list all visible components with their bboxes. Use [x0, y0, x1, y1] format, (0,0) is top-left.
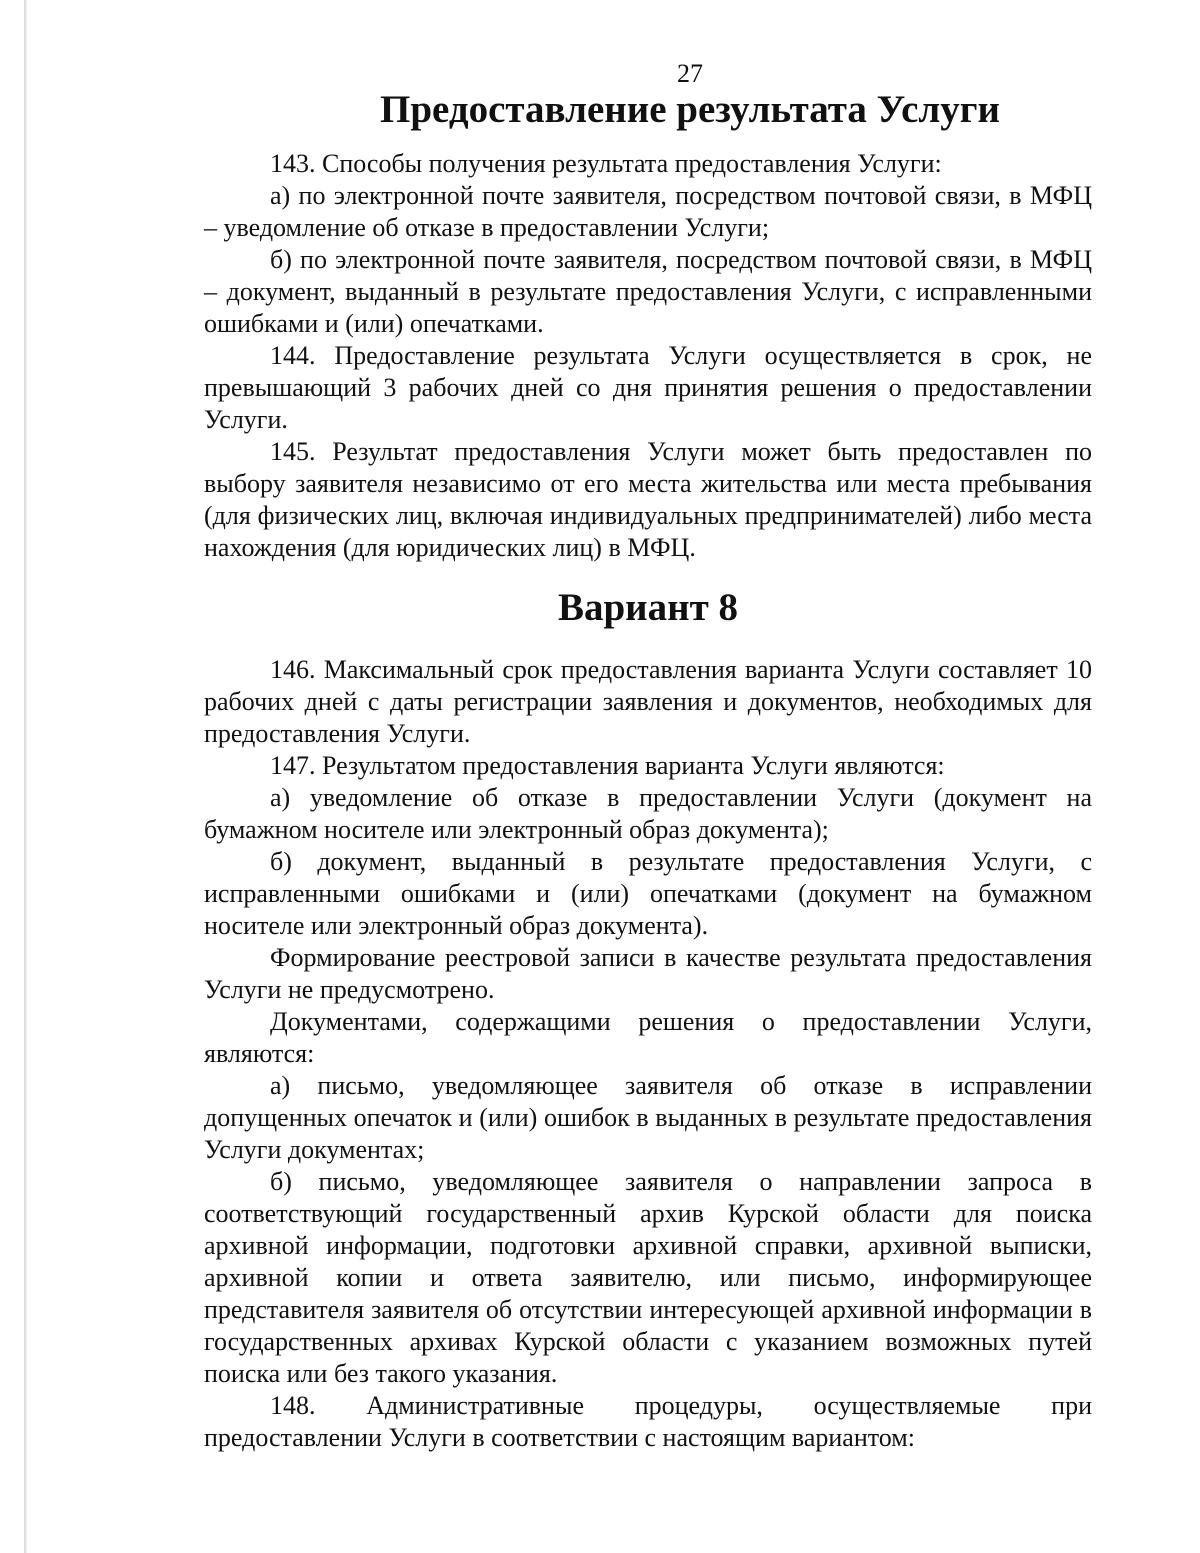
paragraph-146: 146. Максимальный срок предоставления варианта Услуги составляет 10 рабочих дней с даты регистрации заявления и документов, необходимых для предоставления Услуги.	[204, 655, 1092, 748]
page-number: 27	[677, 59, 703, 88]
paragraph-147-b: б) документ, выданный в результате предоставления Услуги, с исправленными ошибками и (или) опечатками (документ на бумажном носителе или электронный образ документа).	[204, 847, 1092, 940]
paragraph-143-a: а) по электронной почте заявителя, посредством почтовой связи, в МФЦ – уведомление об отказе в предоставлении Услуги;	[204, 181, 1092, 242]
section-variant-8-body	[204, 654, 1092, 1454]
paragraph-144: 144. Предоставление результата Услуги осуществляется в срок, не превышающий 3 рабочих дней со дня принятия решения о предоставлении Услуги.	[204, 341, 1092, 434]
paragraph-decision-documents: Документами, содержащими решения о предоставлении Услуги, являются:	[204, 1007, 1092, 1068]
paragraph-decision-b: б) письмо, уведомляющее заявителя о направлении запроса в соответствующий государственный архив Курской области для поиска архивной информации, подготовки архивной справки, архивной выписки, архивной копии и ответа заявителю, или письмо, информирующее представителя заявителя об отсутствии интересующей архивной информации в государственных архивах Курской области с указанием возможных путей поиска или без такого указания.	[204, 1167, 1092, 1388]
paragraph-decision-a: а) письмо, уведомляющее заявителя об отказе в исправлении допущенных опечаток и (или) ошибок в выданных в результате предоставления Услуги документах;	[204, 1071, 1092, 1164]
scan-edge	[24, 0, 27, 1553]
paragraph-148: 148. Административные процедуры, осуществляемые при предоставлении Услуги в соответствии с настоящим вариантом:	[204, 1391, 1092, 1452]
document-body	[204, 58, 1092, 1454]
section-heading-result: Предоставление результата Услуги	[380, 88, 1000, 131]
paragraph-145: 145. Результат предоставления Услуги может быть предоставлен по выбору заявителя независимо от его места жительства или места пребывания (для физических лиц, включая индивидуальных предпринимателей) либо места нахождения (для юридических лиц) в МФЦ.	[204, 437, 1092, 562]
section-result-body	[204, 148, 1092, 564]
paragraph-147-a: а) уведомление об отказе в предоставлении Услуги (документ на бумажном носителе или электронный образ документа);	[204, 783, 1092, 844]
paragraph-143: 143. Способы получения результата предоставления Услуги:	[270, 149, 942, 178]
paragraph-147: 147. Результатом предоставления варианта Услуги являются:	[270, 751, 945, 780]
section-heading-variant-8: Вариант 8	[557, 586, 739, 629]
paragraph-143-b: б) по электронной почте заявителя, посредством почтовой связи, в МФЦ – документ, выданный в результате предоставления Услуги, с исправленными ошибками и (или) опечатками.	[204, 245, 1092, 338]
paragraph-registry-record: Формирование реестровой записи в качестве результата предоставления Услуги не предусмотрено.	[204, 943, 1092, 1004]
